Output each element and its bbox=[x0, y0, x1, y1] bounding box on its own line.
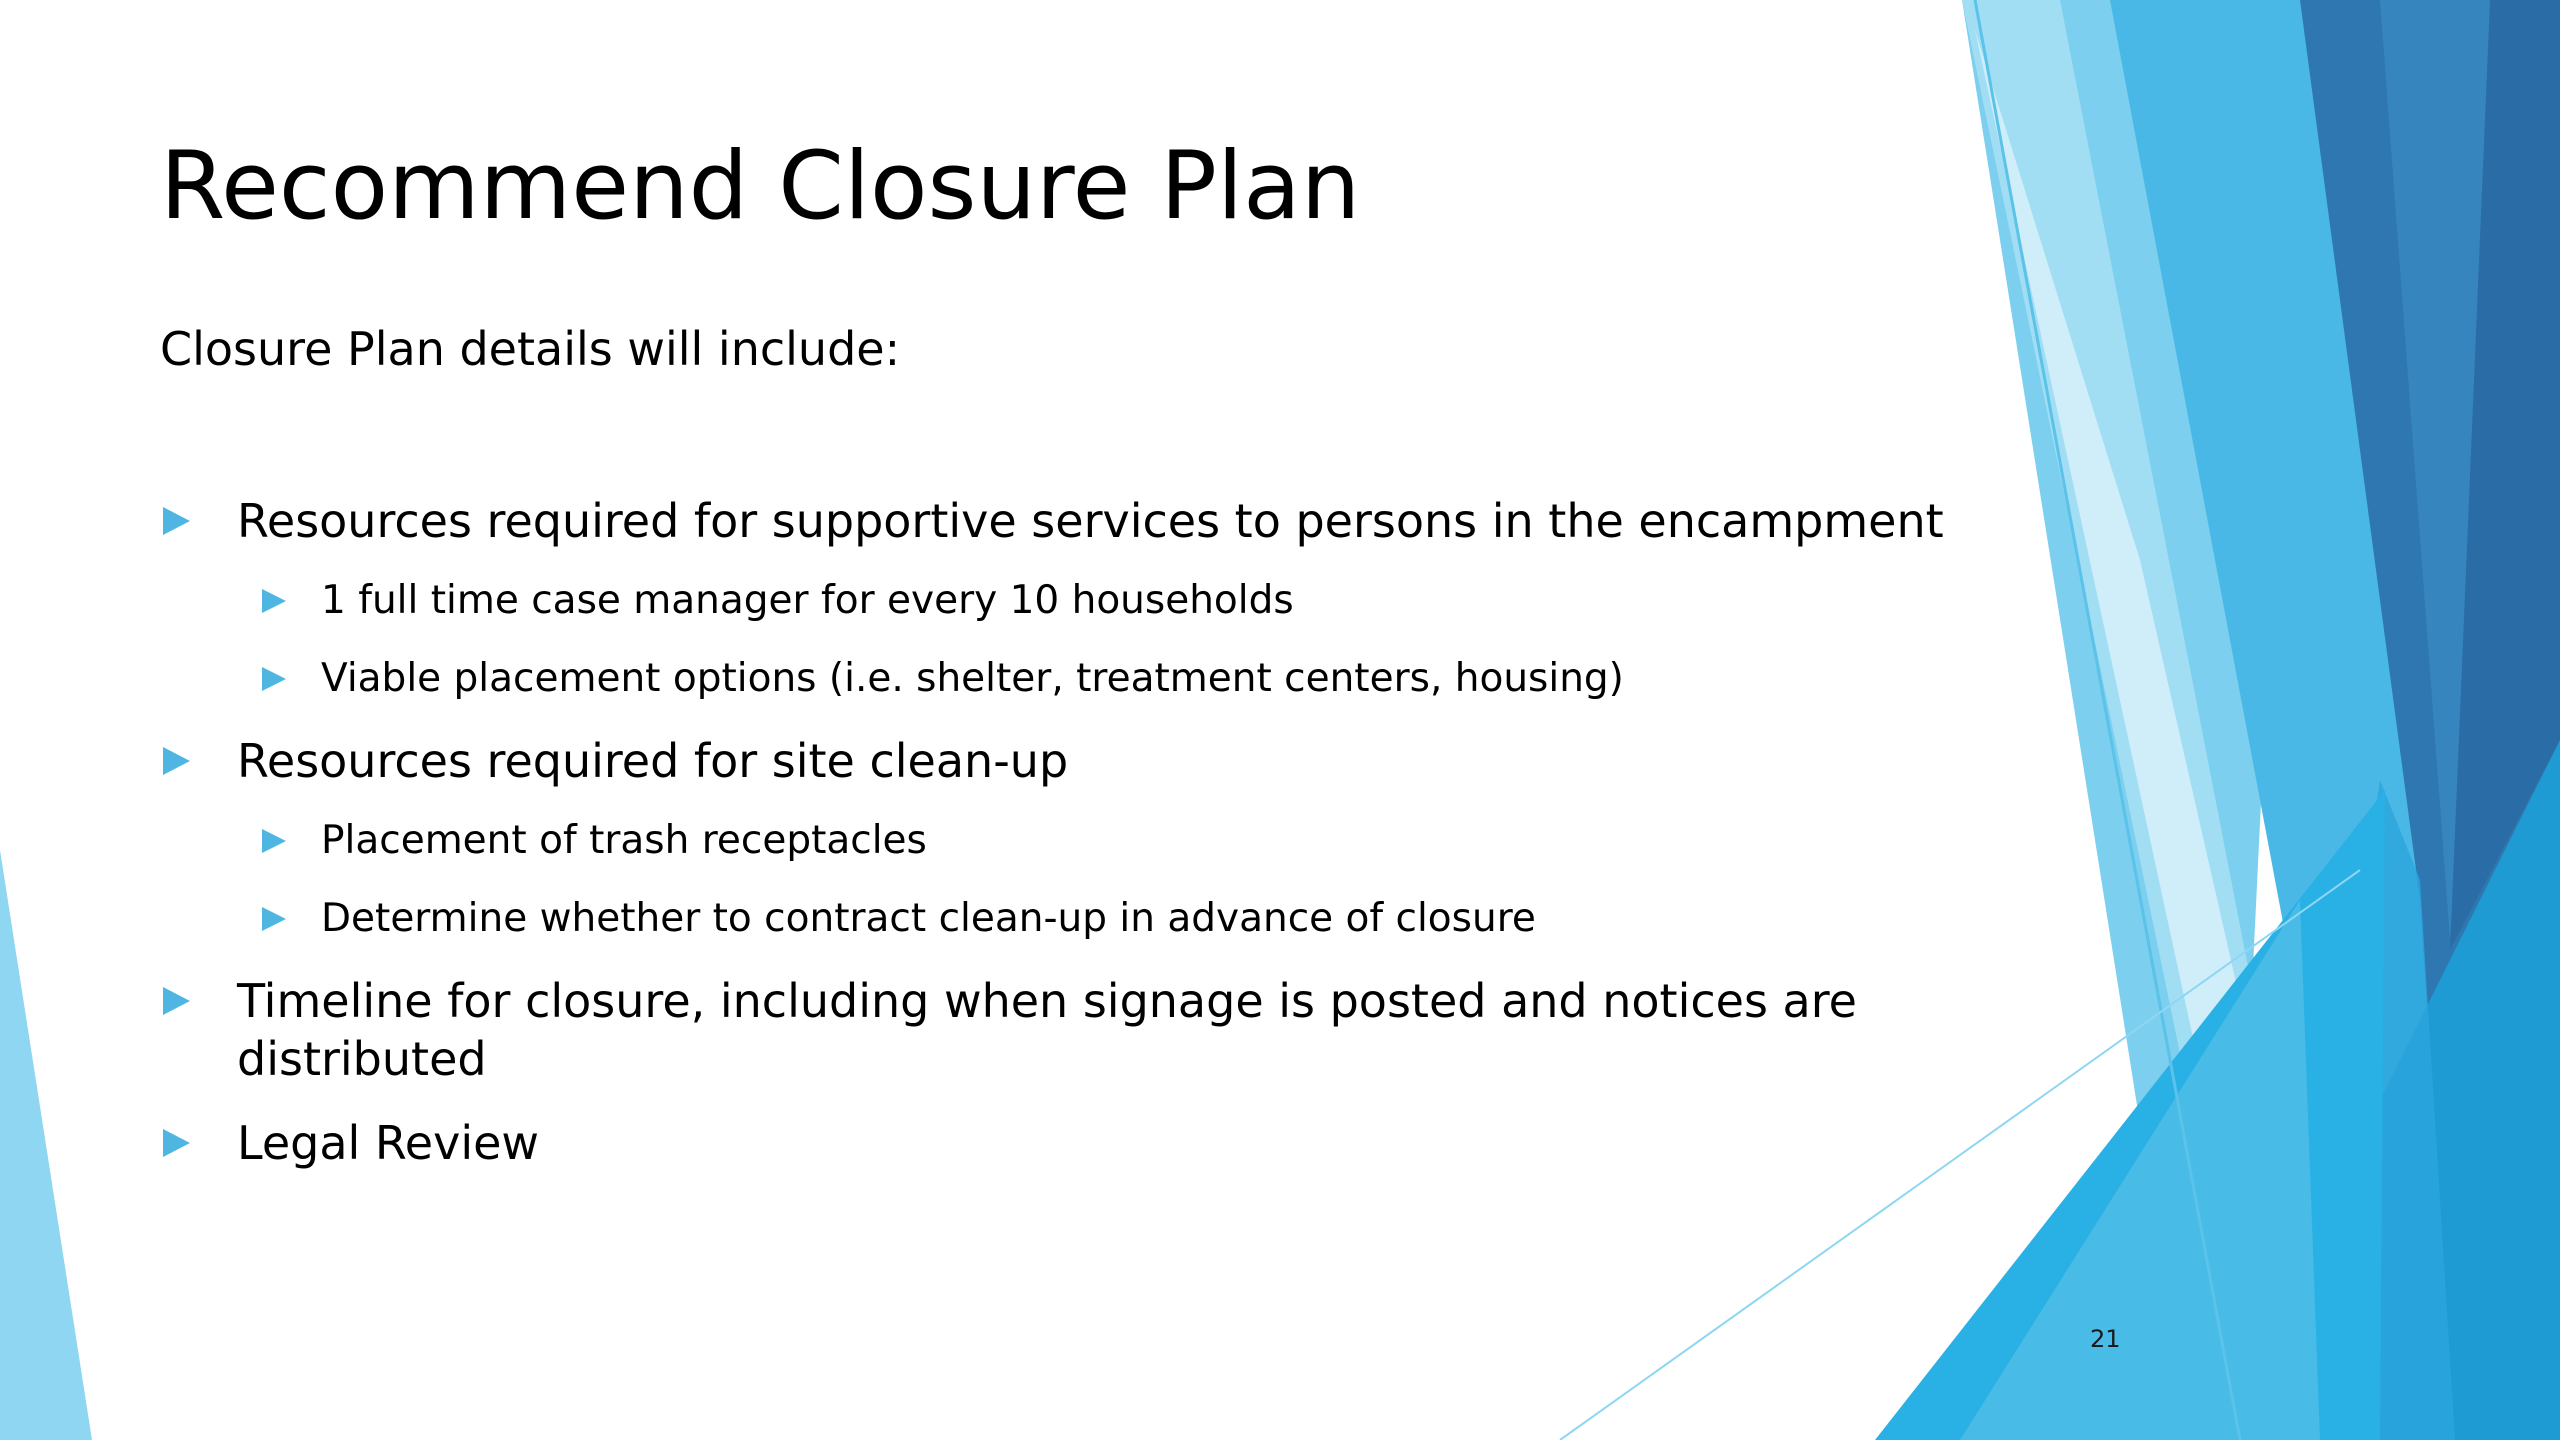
triangle-bullet-icon bbox=[163, 747, 190, 775]
bullet-text: Resources required for site clean-up bbox=[237, 734, 1069, 788]
sub-bullet-text: Determine whether to contract clean-up in advance of closure bbox=[321, 896, 1536, 941]
bullet-item bbox=[163, 492, 1944, 550]
triangle-bullet-icon bbox=[262, 829, 286, 853]
bullet-text: Resources required for supportive services to persons in the encampment bbox=[237, 494, 1944, 548]
sub-bullet-text: Viable placement options (i.e. shelter, treatment centers, housing) bbox=[321, 656, 1624, 701]
bullet-text: Timeline for closure, including when signage is posted and notices are distributed bbox=[237, 974, 1857, 1086]
triangle-bullet-icon bbox=[262, 667, 286, 691]
bullet-item bbox=[163, 732, 1068, 790]
sub-bullet-item bbox=[262, 654, 1624, 704]
sub-bullet-item bbox=[262, 894, 1536, 944]
sub-bullet-text: 1 full time case manager for every 10 households bbox=[321, 578, 1294, 623]
triangle-bullet-icon bbox=[163, 987, 190, 1015]
bullet-item bbox=[163, 972, 1887, 1088]
left-edge-shape bbox=[0, 850, 92, 1440]
sub-bullet-item bbox=[262, 816, 927, 866]
triangle-bullet-icon bbox=[163, 507, 190, 535]
intro-text: Closure Plan details will include: bbox=[160, 322, 901, 376]
sub-bullet-text: Placement of trash receptacles bbox=[321, 818, 927, 863]
bullet-text: Legal Review bbox=[237, 1116, 540, 1170]
triangle-bullet-icon bbox=[262, 589, 286, 613]
triangle-bullet-icon bbox=[262, 907, 286, 931]
slide-title: Recommend Closure Plan bbox=[160, 132, 1361, 241]
sub-bullet-item bbox=[262, 576, 1294, 626]
triangle-bullet-icon bbox=[163, 1129, 190, 1157]
page-number: 21 bbox=[2090, 1325, 2121, 1353]
bullet-item bbox=[163, 1114, 539, 1172]
